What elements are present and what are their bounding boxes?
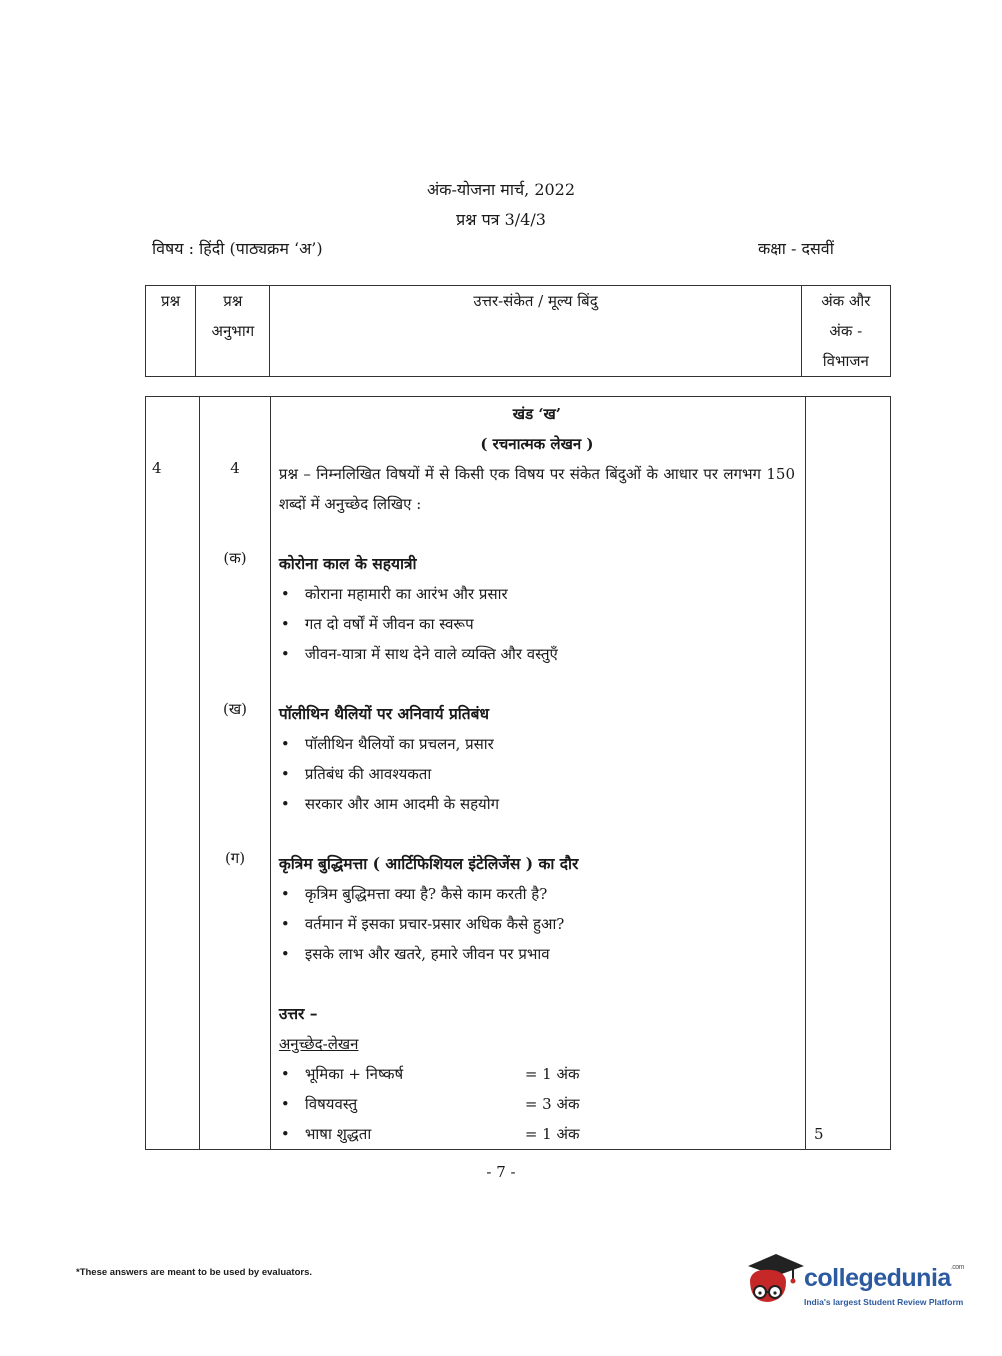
answer-table [145,396,891,1150]
paper-code: प्रश्न पत्र 3/4/3 [456,210,546,229]
section-subtitle: ( रचनात्मक लेखन ) [480,435,594,453]
class-label: कक्षा - दसवीं [758,239,834,258]
col-marks-header-line1: अंक और [821,292,871,310]
scoring-marks: = 1 अंक [524,1125,580,1143]
col-answer-header: उत्तर-संकेत / मूल्य बिंदु [270,286,801,377]
question-part: 4 [230,459,240,477]
topic-title-kha: पॉलीथिन थैलियों पर अनिवार्य प्रतिबंध [278,704,490,723]
mascot-icon [742,1250,804,1312]
scoring-marks: = 3 अंक [524,1095,580,1113]
answer-subheading: अनुच्छेद-लेखन [278,1035,359,1053]
total-marks: 5 [814,1125,824,1143]
topic-title-ka: कोरोना काल के सहयात्री [278,554,417,573]
col-marks-header-line2: अंक - [829,322,863,340]
logo-tagline: India's largest Student Review Platform [804,1297,964,1307]
topic-label-ka: (क) [223,549,247,567]
col-marks-header [801,286,890,377]
col-part-header-line2: अनुभाग [211,322,255,340]
list-item: • सरकार और आम आदमी के सहयोग [279,789,795,819]
list-item: • गत दो वर्षों में जीवन का स्वरूप [279,609,795,639]
scoring-list [279,1059,795,1149]
answer-label: उत्तर – [278,1004,318,1023]
marks-column [806,397,891,1150]
question-text: प्रश्न – निम्नलिखित विषयों में से किसी एक विषय पर संकेत बिंदुओं के आधार पर लगभग 150 शब्दों में अनुच्छेद लिखिए : [278,465,795,513]
topic-title-ga: कृत्रिम बुद्धिमत्ता ( आर्टिफिशियल इंटेलिजेंस ) का दौर [278,854,579,873]
scoring-item: • विषयवस्तु [304,1095,358,1113]
section-title: खंड ‘ख’ [512,405,562,423]
logo-suffix: .com [950,1264,964,1271]
list-item: • कोराना महामारी का आरंभ और प्रसार [279,579,795,609]
scoring-marks: = 1 अंक [524,1065,580,1083]
answer-content [270,397,805,1150]
list-item: • इसके लाभ और खतरे, हमारे जीवन पर प्रभाव [279,939,795,969]
col-part-header [196,286,270,377]
topic-label-kha: (ख) [223,700,247,718]
topic-points-ga [279,879,795,969]
topic-points-kha [279,729,795,819]
list-item: • प्रतिबंध की आवश्यकता [279,759,795,789]
col-marks-header-line3: विभाजन [822,352,869,370]
list-item: • वर्तमान में इसका प्रचार-प्रसार अधिक कैसे हुआ? [279,909,795,939]
list-item: • जीवन-यात्रा में साथ देने वाले व्यक्ति और वस्तुएँ [279,639,795,669]
col-question-header: प्रश्न [146,286,196,377]
topic-points-ka [279,579,795,669]
document-title: अंक-योजना मार्च, 2022 [426,180,576,199]
part-column [200,397,271,1150]
logo-name: collegedunia [804,1264,951,1292]
question-number [146,397,200,1150]
page-number: - 7 - [486,1163,516,1181]
col-part-header-line1: प्रश्न [223,292,243,310]
footer-note: *These answers are meant to be used by evaluators. [76,1267,313,1278]
scoring-item: • भूमिका + निष्कर्ष [304,1065,404,1083]
list-item: • पॉलीथिन थैलियों का प्रचलन, प्रसार [279,729,795,759]
scoring-item: • भाषा शुद्धता [304,1125,372,1143]
header-table [145,285,891,377]
scoring-row [279,1119,795,1149]
subject-label: विषय : हिंदी (पाठ्यक्रम ‘अ’) [152,239,323,258]
scoring-row [279,1089,795,1119]
collegedunia-logo[interactable] [742,1250,972,1312]
scoring-row [279,1059,795,1089]
topic-label-ga: (ग) [224,849,246,867]
list-item: • कृत्रिम बुद्धिमत्ता क्या है? कैसे काम करती है? [279,879,795,909]
question-number-text: 4 [152,459,162,477]
